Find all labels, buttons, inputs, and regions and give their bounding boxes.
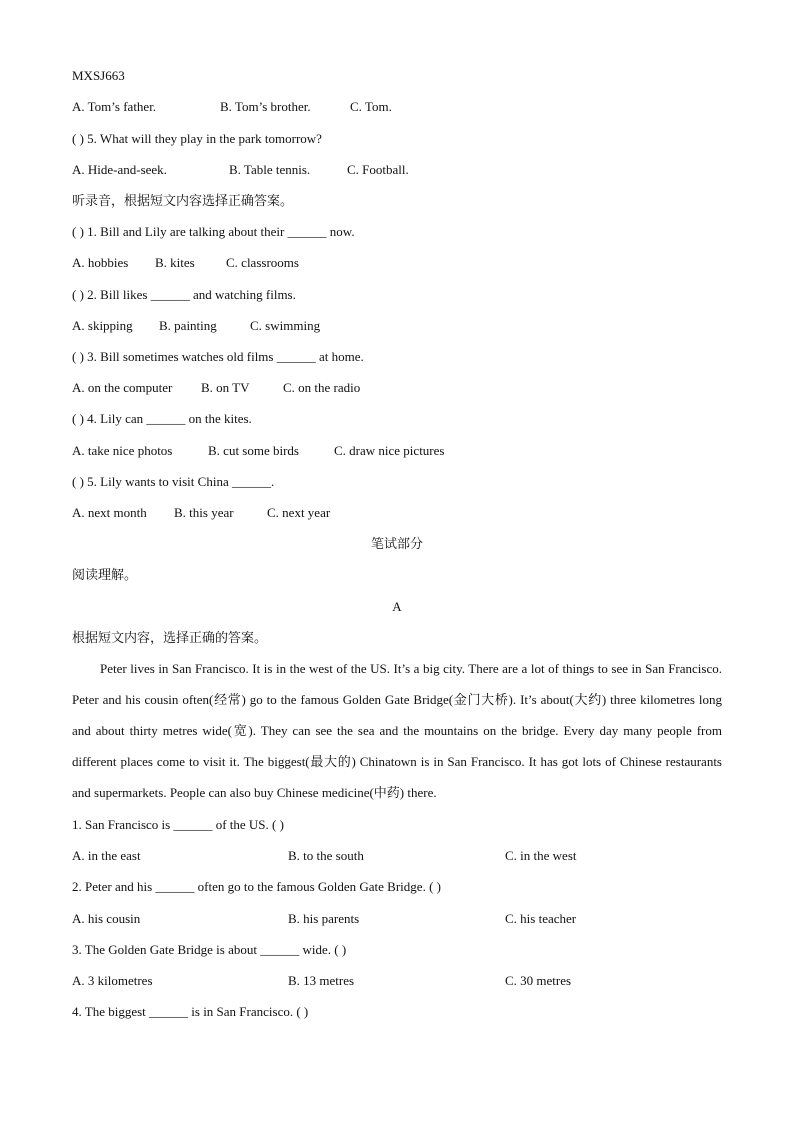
option-c: C. Tom. xyxy=(350,99,392,114)
option-a: A. skipping xyxy=(72,318,133,333)
option-c: C. next year xyxy=(267,505,331,520)
listening-question-4: ( ) 4. Lily can ______ on the kites. xyxy=(72,411,252,426)
option-a: A. hobbies xyxy=(72,255,129,270)
option-b: B. kites xyxy=(155,255,195,270)
listening-question-1: ( ) 1. Bill and Lily are talking about their ______ now. xyxy=(72,224,355,239)
listening-question-2: ( ) 2. Bill likes ______ and watching films. xyxy=(72,287,296,302)
option-a: A. take nice photos xyxy=(72,443,173,458)
reading-question-1: 1. San Francisco is ______ of the US. ( ) xyxy=(72,817,284,832)
option-a: A. next month xyxy=(72,505,147,520)
listening-question-3: ( ) 3. Bill sometimes watches old films ______ at home. xyxy=(72,349,364,364)
option-c: C. Football. xyxy=(347,162,409,177)
option-c: C. draw nice pictures xyxy=(334,443,445,458)
option-c: C. in the west xyxy=(505,848,577,863)
listening-question-2-options xyxy=(72,318,320,334)
option-b: B. on TV xyxy=(201,380,250,395)
option-c: C. classrooms xyxy=(226,255,299,270)
option-b: B. his parents xyxy=(288,911,360,926)
prev-question-options xyxy=(72,99,392,115)
option-b: B. painting xyxy=(159,318,217,333)
reading-instruction: 根据短文内容，选择正确的答案。 xyxy=(72,630,268,645)
passage-letter: A xyxy=(392,599,402,614)
option-b: B. 13 metres xyxy=(288,973,355,988)
option-c: C. swimming xyxy=(250,318,321,333)
option-c: C. his teacher xyxy=(505,911,577,926)
option-a: A. in the east xyxy=(72,848,141,863)
header-code: MXSJ663 xyxy=(72,68,125,83)
written-section-heading: 笔试部分 xyxy=(370,536,423,551)
option-c: C. on the radio xyxy=(283,380,361,395)
reading-title: 阅读理解。 xyxy=(72,567,138,582)
reading-question-2: 2. Peter and his ______ often go to the famous Golden Gate Bridge. ( ) xyxy=(72,879,441,894)
option-a: A. Hide-and-seek. xyxy=(72,162,167,177)
reading-question-1-options xyxy=(72,848,577,864)
option-b: B. Table tennis. xyxy=(229,162,311,177)
reading-question-4: 4. The biggest ______ is in San Francisco. ( ) xyxy=(72,1004,309,1019)
listening-question-5-options xyxy=(72,505,330,521)
option-c: C. 30 metres xyxy=(505,973,572,988)
reading-question-2-options xyxy=(72,911,576,927)
question-5-prev-options xyxy=(72,162,409,178)
listening-question-3-options xyxy=(72,380,360,396)
reading-question-3-options xyxy=(72,973,571,989)
option-b: B. Tom’s brother. xyxy=(220,99,311,114)
option-a: A. Tom’s father. xyxy=(72,99,157,114)
option-a: A. his cousin xyxy=(72,911,141,926)
option-b: B. to the south xyxy=(288,848,364,863)
listening-question-5: ( ) 5. Lily wants to visit China ______. xyxy=(72,474,275,489)
reading-question-3: 3. The Golden Gate Bridge is about ______ wide. ( ) xyxy=(72,942,347,957)
listening-instruction: 听录音，根据短文内容选择正确答案。 xyxy=(72,193,294,208)
listening-question-1-options xyxy=(72,255,299,271)
question-5-prev: ( ) 5. What will they play in the park tomorrow? xyxy=(72,131,322,146)
listening-question-4-options xyxy=(72,443,444,459)
option-b: B. this year xyxy=(174,505,234,520)
reading-passage: Peter lives in San Francisco. It is in the west of the US. It’s a big city. There are a lot of things to see in San Francisco. Peter and his cousin often(经常) go to the famous Golden Gate Bridge(金门大桥). It’s about(大约) three kilometres long and about thirty metres wide(宽). They can see the sea and the mountains on the bridge. Every day many people from different places come to visit it. The biggest(最大的) Chinatown is in San Francisco. It has got lots of Chinese restaurants and supermarkets. People can also buy Chinese medicine(中药) there. xyxy=(72,661,722,800)
option-a: A. on the computer xyxy=(72,380,173,395)
option-a: A. 3 kilometres xyxy=(72,973,153,988)
option-b: B. cut some birds xyxy=(208,443,299,458)
